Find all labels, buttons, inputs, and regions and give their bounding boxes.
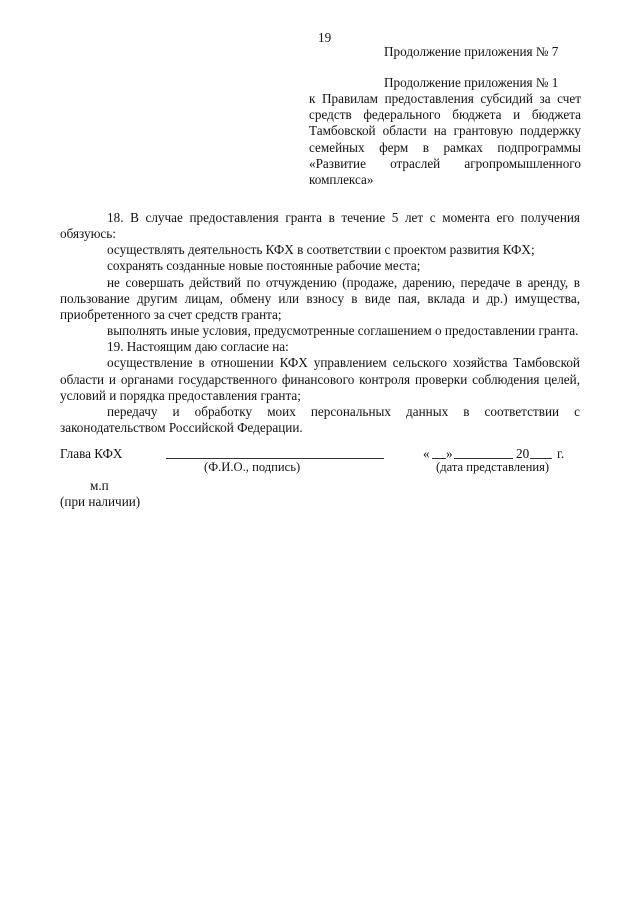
seal-note: (при наличии) xyxy=(60,494,141,509)
consent-item-continuation: области и органами государственного финансового контроля проверки соблюдения целей, xyxy=(60,372,580,387)
obligation-item: сохранять созданные новые постоянные рабочие места; xyxy=(107,258,421,273)
date-year-prefix: 20 xyxy=(516,446,530,461)
consent-item-continuation: законодательством Российской Федерации. xyxy=(60,420,303,435)
paragraph-18: 18. В случае предоставления гранта в течение 5 лет с момента его получения xyxy=(107,210,580,225)
rules-reference-line: средств федерального бюджета и бюджета xyxy=(309,107,581,122)
obligation-item: выполнять иные условия, предусмотренные соглашением о предоставлении гранта. xyxy=(107,323,579,338)
rules-reference-line: «Развитие отраслей агропромышленного xyxy=(309,156,581,171)
page-number: 19 xyxy=(318,30,332,45)
rules-reference-line: к Правилам предоставления субсидий за счет xyxy=(309,91,581,106)
consent-item: осуществление в отношении КФХ управлением сельского хозяйства Тамбовской xyxy=(107,355,580,370)
name-signature-caption: (Ф.И.О., подпись) xyxy=(204,460,301,474)
rules-reference-line: комплекса» xyxy=(309,172,374,187)
date-open-quote: « xyxy=(423,446,430,461)
appendix-7-continuation: Продолжение приложения № 7 xyxy=(384,44,559,59)
paragraph-18-continuation: обязуюсь: xyxy=(60,226,116,241)
rules-reference-line: Тамбовской области на грантовую поддержку xyxy=(309,123,581,138)
obligation-item-continuation: пользование другим лицам, обмену или взносу в виде пая, вклада и др.) имущества, xyxy=(60,291,580,306)
date-close-quote: » xyxy=(446,446,453,461)
seal-label: м.п xyxy=(90,478,109,493)
consent-item: передачу и обработку моих персональных данных в соответствии с xyxy=(107,404,580,419)
head-of-farm-label: Глава КФХ xyxy=(60,446,123,461)
date-year-suffix: г. xyxy=(557,446,565,461)
rules-reference-line: семейных ферм в рамках подпрограммы xyxy=(309,140,581,155)
obligation-item: не совершать действий по отчуждению (продаже, дарению, передаче в аренду, в xyxy=(107,275,580,290)
appendix-1-continuation: Продолжение приложения № 1 xyxy=(384,75,559,90)
obligation-item-continuation: приобретенного за счет средств гранта; xyxy=(60,307,282,322)
paragraph-19: 19. Настоящим даю согласие на: xyxy=(107,339,289,354)
obligation-item: осуществлять деятельность КФХ в соответствии с проектом развития КФХ; xyxy=(107,242,535,257)
consent-item-continuation: условий и порядка предоставления гранта; xyxy=(60,388,301,403)
date-caption: (дата представления) xyxy=(436,460,550,474)
